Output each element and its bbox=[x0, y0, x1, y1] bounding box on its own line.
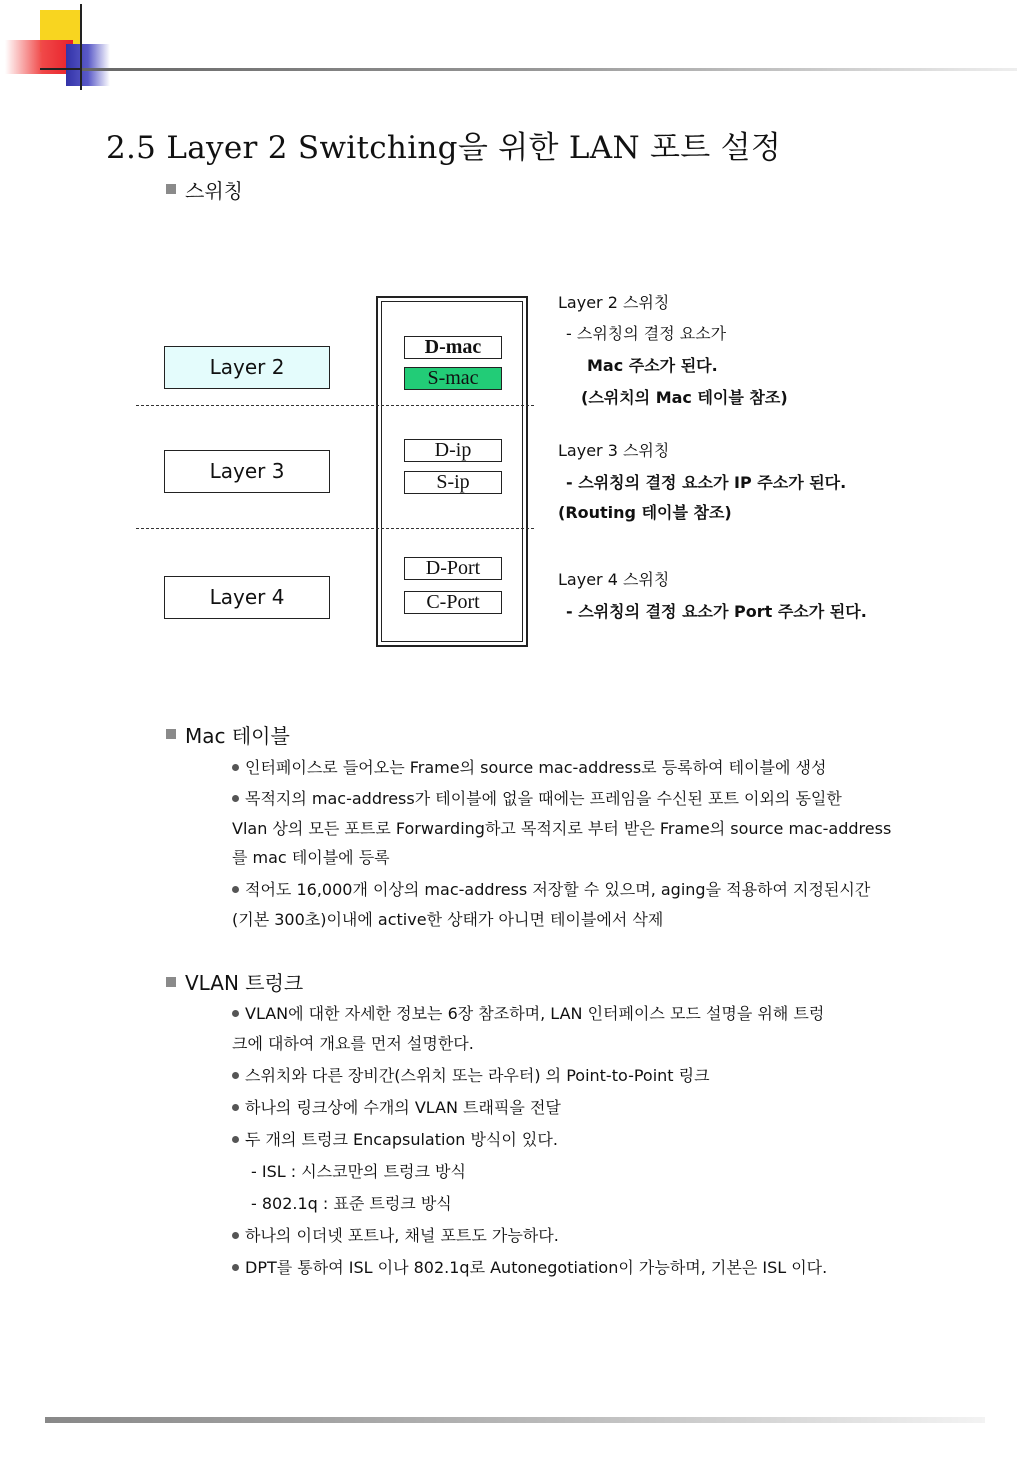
vlan-bullet bbox=[232, 1125, 558, 1155]
vlan-bullet bbox=[232, 1093, 561, 1123]
vlan-sub-item: - 802.1q : 표준 트렁크 방식 bbox=[251, 1194, 452, 1213]
page-title: 2.5 Layer 2 Switching을 위한 LAN 포트 설정 bbox=[106, 130, 782, 166]
note-l4-line: - 스위칭의 결정 요소가 Port 주소가 된다. bbox=[566, 602, 867, 621]
bullet-dot bbox=[232, 886, 239, 893]
bullet-text: 하나의 이더넷 포트나, 채널 포트도 가능하다. bbox=[245, 1226, 559, 1245]
logo-vertical-line bbox=[80, 4, 82, 90]
bullet-text: 목적지의 mac-address가 테이블에 없을 때에는 프레임을 수신된 포트 이외의 동일한 bbox=[245, 789, 842, 808]
field-d-ip: D-ip bbox=[404, 439, 502, 462]
bullet-dot bbox=[232, 1232, 239, 1239]
bullet-dot bbox=[232, 1072, 239, 1079]
bullet-dot bbox=[232, 795, 239, 802]
header-rule bbox=[82, 68, 1017, 71]
layer-divider bbox=[136, 405, 534, 406]
vlan-bullet bbox=[232, 1253, 827, 1283]
mac-bullet bbox=[232, 753, 826, 783]
mac-bullet-cont: Vlan 상의 모든 포트로 Forwarding하고 목적지로 부터 받은 Frame의 source mac-address bbox=[232, 819, 892, 838]
bullet-text: VLAN에 대한 자세한 정보는 6장 참조하며, LAN 인터페이스 모드 설명을 위해 트렁 bbox=[245, 1004, 825, 1023]
section-bullet bbox=[166, 184, 176, 194]
layer-2-box: Layer 2 bbox=[164, 346, 330, 389]
section-heading-mac-table: Mac 테이블 bbox=[185, 724, 290, 748]
vlan-bullet bbox=[232, 1061, 710, 1091]
mac-bullet bbox=[232, 784, 842, 814]
bullet-dot bbox=[232, 1104, 239, 1111]
layer-4-box: Layer 4 bbox=[164, 576, 330, 619]
note-l4-title: Layer 4 스위칭 bbox=[558, 570, 670, 589]
bullet-text: 적어도 16,000개 이상의 mac-address 저장할 수 있으며, aging을 적용하여 지정된시간 bbox=[245, 880, 871, 899]
bullet-text: 인터페이스로 들어오는 Frame의 source mac-address로 등록하여 테이블에 생성 bbox=[245, 758, 827, 777]
note-l2-line: - 스위칭의 결정 요소가 bbox=[566, 324, 727, 343]
layer-divider bbox=[136, 528, 534, 529]
note-l3-line: (Routing 테이블 참조) bbox=[558, 503, 732, 522]
field-s-ip: S-ip bbox=[404, 471, 502, 494]
note-l2-line: (스위치의 Mac 테이블 참조) bbox=[581, 388, 788, 407]
field-d-mac: D-mac bbox=[404, 336, 502, 359]
mac-bullet-cont: (기본 300초)이내에 active한 상태가 아니면 테이블에서 삭제 bbox=[232, 910, 664, 929]
bullet-text: DPT를 통하여 ISL 이나 802.1q로 Autonegotiation이 가능하며, 기본은 ISL 이다. bbox=[245, 1258, 828, 1277]
footer-rule bbox=[45, 1417, 985, 1423]
mac-bullet bbox=[232, 875, 870, 905]
vlan-bullet bbox=[232, 999, 824, 1029]
bullet-text: 두 개의 트렁크 Encapsulation 방식이 있다. bbox=[245, 1130, 558, 1149]
section-bullet bbox=[166, 977, 176, 987]
section-heading-switching: 스위칭 bbox=[185, 179, 243, 203]
note-l2-line: Mac 주소가 된다. bbox=[587, 356, 718, 375]
bullet-text: 하나의 링크상에 수개의 VLAN 트래픽을 전달 bbox=[245, 1098, 561, 1117]
vlan-bullet-cont: 크에 대하여 개요를 먼저 설명한다. bbox=[232, 1034, 474, 1053]
note-l3-title: Layer 3 스위칭 bbox=[558, 441, 670, 460]
layer-3-box: Layer 3 bbox=[164, 450, 330, 493]
field-s-mac: S-mac bbox=[404, 367, 502, 390]
bullet-dot bbox=[232, 1010, 239, 1017]
vlan-sub-item: - ISL : 시스코만의 트렁크 방식 bbox=[251, 1162, 466, 1181]
bullet-text: 스위치와 다른 장비간(스위치 또는 라우터) 의 Point-to-Point 링크 bbox=[245, 1066, 710, 1085]
bullet-dot bbox=[232, 764, 239, 771]
bullet-dot bbox=[232, 1264, 239, 1271]
logo-blue-square bbox=[66, 44, 110, 86]
mac-bullet-cont: 를 mac 테이블에 등록 bbox=[232, 848, 390, 867]
field-c-port: C-Port bbox=[404, 591, 502, 614]
section-bullet bbox=[166, 729, 176, 739]
note-l2-title: Layer 2 스위칭 bbox=[558, 293, 670, 312]
bullet-dot bbox=[232, 1136, 239, 1143]
note-l3-line: - 스위칭의 결정 요소가 IP 주소가 된다. bbox=[566, 473, 847, 492]
field-d-port: D-Port bbox=[404, 557, 502, 580]
section-heading-vlan-trunk: VLAN 트렁크 bbox=[185, 971, 304, 995]
vlan-bullet bbox=[232, 1221, 559, 1251]
